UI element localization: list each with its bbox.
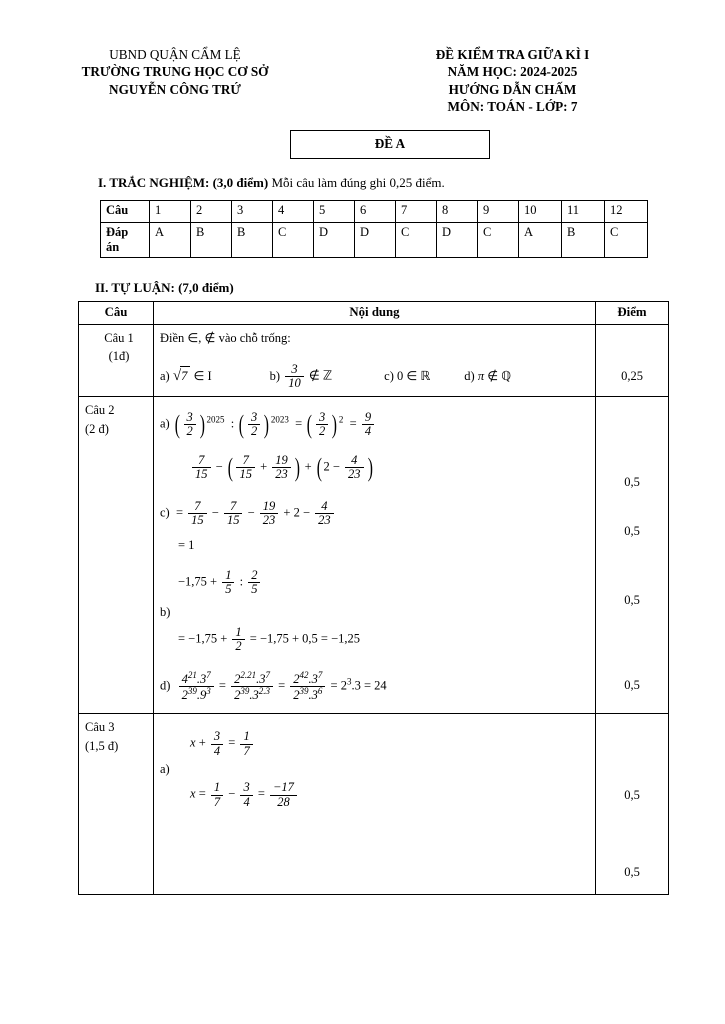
- question-number-2: 2: [191, 200, 232, 222]
- cau-2-part-b-label: b): [160, 604, 171, 619]
- question-number-9: 9: [478, 200, 519, 222]
- table-row-cau-2: [79, 397, 669, 714]
- table-row-questions: [101, 200, 648, 222]
- answer-7: C: [396, 222, 437, 257]
- cau-2-content: [154, 397, 596, 714]
- cau-3-diem: [596, 714, 669, 895]
- question-number-1: 1: [150, 200, 191, 222]
- cau-1-item-d-body: π ∉ ℚ: [477, 369, 512, 384]
- cau-1-label: Câu 1: [104, 330, 134, 345]
- exam-code-box: ĐỀ A: [290, 130, 490, 159]
- cau-1-item-c-label: c): [384, 369, 394, 384]
- cau-3-content: [154, 714, 596, 895]
- header-authority: UBND QUẬN CẨM LỆ: [109, 47, 241, 62]
- cau-2-expr-3: −1,75 + $\frac{1}{5}$ : $\frac{2}{5}$: [160, 569, 589, 596]
- cau-1-label-cell: [79, 324, 154, 396]
- answer-11: B: [562, 222, 605, 257]
- cau-2-part-d: d) $\frac{4^{21}.3^7}{2^{39}.9^3}$ = $\frac{2^{2.21}.3^7}{2^{39}.3^{2.3}}$ = $\frac{2^{42}.3^7}{2^{39}.3^6}$ = $2^3.3 = 24$: [160, 669, 387, 703]
- answer-8: D: [437, 222, 478, 257]
- question-number-7: 7: [396, 200, 437, 222]
- cau-2-label: Câu 2: [85, 403, 115, 418]
- cau-1-points: (1đ): [108, 349, 130, 364]
- cau-2-diem-4: 0,5: [624, 678, 640, 693]
- answer-1: A: [150, 222, 191, 257]
- answer-key-table: [100, 200, 648, 258]
- cau-3-part-a-label: a): [160, 761, 170, 776]
- cau-2-part-c: c) = $\frac{7}{15}$ − $\frac{7}{15}$ − $\frac{19}{23}$ + 2 − $\frac{4}{23}$: [160, 500, 589, 527]
- cau-1-item-c-body: 0 ∈ ℝ: [393, 369, 431, 384]
- cau-2-part-a-label: a): [160, 416, 170, 431]
- document-header: [0, 0, 725, 116]
- header-answer-guide: HƯỚNG DẪN CHẤM: [448, 81, 577, 97]
- cau-2-part-c-label: c): [160, 505, 170, 520]
- cau-2-points: (2 đ): [85, 421, 109, 436]
- answer-2: B: [191, 222, 232, 257]
- header-right-block: [330, 46, 725, 116]
- cau-2-part-a: a) ( $\frac{3}{2}$ ) $^{2025}$ : ( $\frac{3}{2}$ ) $^{2023}$ = ( $\frac{3}{2}$ ) $^2$ = $\frac{9}{4}$: [160, 411, 589, 438]
- cau-1-item-a-label: a): [160, 369, 170, 384]
- question-number-10: 10: [519, 200, 562, 222]
- answer-3: B: [232, 222, 273, 257]
- cau-2-diem-3: 0,5: [624, 593, 640, 608]
- question-number-3: 3: [232, 200, 273, 222]
- question-number-4: 4: [273, 200, 314, 222]
- cau-1-diem: [596, 324, 669, 396]
- essay-table-header: [79, 301, 669, 324]
- answer-9: C: [478, 222, 519, 257]
- cau-3-part-a: [160, 763, 589, 777]
- cau-1-prompt: Điền ∈, ∉ vào chỗ trống:: [160, 330, 291, 345]
- header-school-year: NĂM HỌC: 2024-2025: [447, 64, 578, 80]
- answer-6: D: [355, 222, 396, 257]
- cau-2-label-cell: [79, 397, 154, 714]
- cau-3-label: Câu 3: [85, 720, 115, 735]
- answer-key-area: [0, 200, 725, 258]
- cau-2-diem-1: 0,5: [624, 475, 640, 490]
- header-school-name: NGUYỄN CÔNG TRỨ: [109, 81, 241, 97]
- cau-2-expr-4: = −1,75 + $\frac{1}{2}$ = −1,75 + 0,5 = −1,25: [178, 624, 361, 653]
- answer-12: C: [605, 222, 648, 257]
- header-left-block: [0, 46, 330, 116]
- question-number-6: 6: [355, 200, 396, 222]
- answer-4: C: [273, 222, 314, 257]
- row-label-answer: Đáp án: [101, 222, 150, 257]
- cau-3-diem-2: 0,5: [624, 865, 640, 880]
- table-row-answers: [101, 222, 648, 257]
- question-number-8: 8: [437, 200, 478, 222]
- cau-2-part-d-label: d): [160, 678, 171, 693]
- question-number-5: 5: [314, 200, 355, 222]
- column-header-noidung: Nội dung: [154, 301, 596, 324]
- question-number-12: 12: [605, 200, 648, 222]
- table-row-cau-3: [79, 714, 669, 895]
- table-row-cau-1: [79, 324, 669, 396]
- column-header-diem: Điểm: [596, 301, 669, 324]
- question-number-11: 11: [562, 200, 605, 222]
- cau-3-points: (1,5 đ): [85, 739, 119, 754]
- header-subject-grade: MÔN: TOÁN - LỚP: 7: [447, 99, 578, 115]
- cau-1-item-b-label: b): [269, 369, 281, 384]
- header-exam-title: ĐỀ KIỂM TRA GIỮA KÌ I: [435, 47, 590, 62]
- cau-2-diem-2: 0,5: [624, 524, 640, 539]
- cau-1-item-b-body: $\frac{3}{10}$ ∉ ℤ: [280, 363, 332, 390]
- answer-5: D: [314, 222, 355, 257]
- answer-10: A: [519, 222, 562, 257]
- cau-3-expr-2: x = $\frac{1}{7}$ − $\frac{3}{4}$ = $\frac{-17}{28}$: [160, 781, 589, 808]
- header-school-type: TRƯỜNG TRUNG HỌC CƠ SỞ: [81, 64, 269, 80]
- essay-table-area: [0, 301, 725, 896]
- cau-1-items: [160, 363, 589, 390]
- cau-3-expr-1: x + $\frac{3}{4}$ = $\frac{1}{7}$: [160, 730, 589, 757]
- exam-code-area: [0, 130, 725, 159]
- essay-table: [78, 301, 669, 896]
- cau-2-diem: [596, 397, 669, 714]
- cau-1-item-a-body: √7 ∈ I: [172, 367, 212, 384]
- cau-1-diem-value: 0,25: [621, 368, 643, 383]
- cau-1-item-d-label: d): [464, 369, 475, 384]
- cau-2-part-b: [160, 606, 589, 620]
- cau-2-expr-2: = 1: [178, 537, 195, 552]
- column-header-cau: Câu: [79, 301, 154, 324]
- cau-3-diem-1: 0,5: [624, 788, 640, 803]
- section-1-title: [0, 175, 725, 191]
- cau-2-expr-1: $\frac{7}{15}$ − ( $\frac{7}{15}$ + $\frac{19}{23}$ ) + ( 2 − $\frac{4}{23}$ ): [160, 454, 589, 481]
- section-1-title-rest: Mỗi câu làm đúng ghi 0,25 điểm.: [268, 174, 445, 190]
- cau-1-content: [154, 324, 596, 396]
- section-1-title-bold: I. TRẮC NGHIỆM: (3,0 điểm): [98, 174, 269, 190]
- row-label-question: Câu: [101, 200, 150, 222]
- cau-3-label-cell: [79, 714, 154, 895]
- section-2-title: II. TỰ LUẬN: (7,0 điểm): [95, 279, 234, 295]
